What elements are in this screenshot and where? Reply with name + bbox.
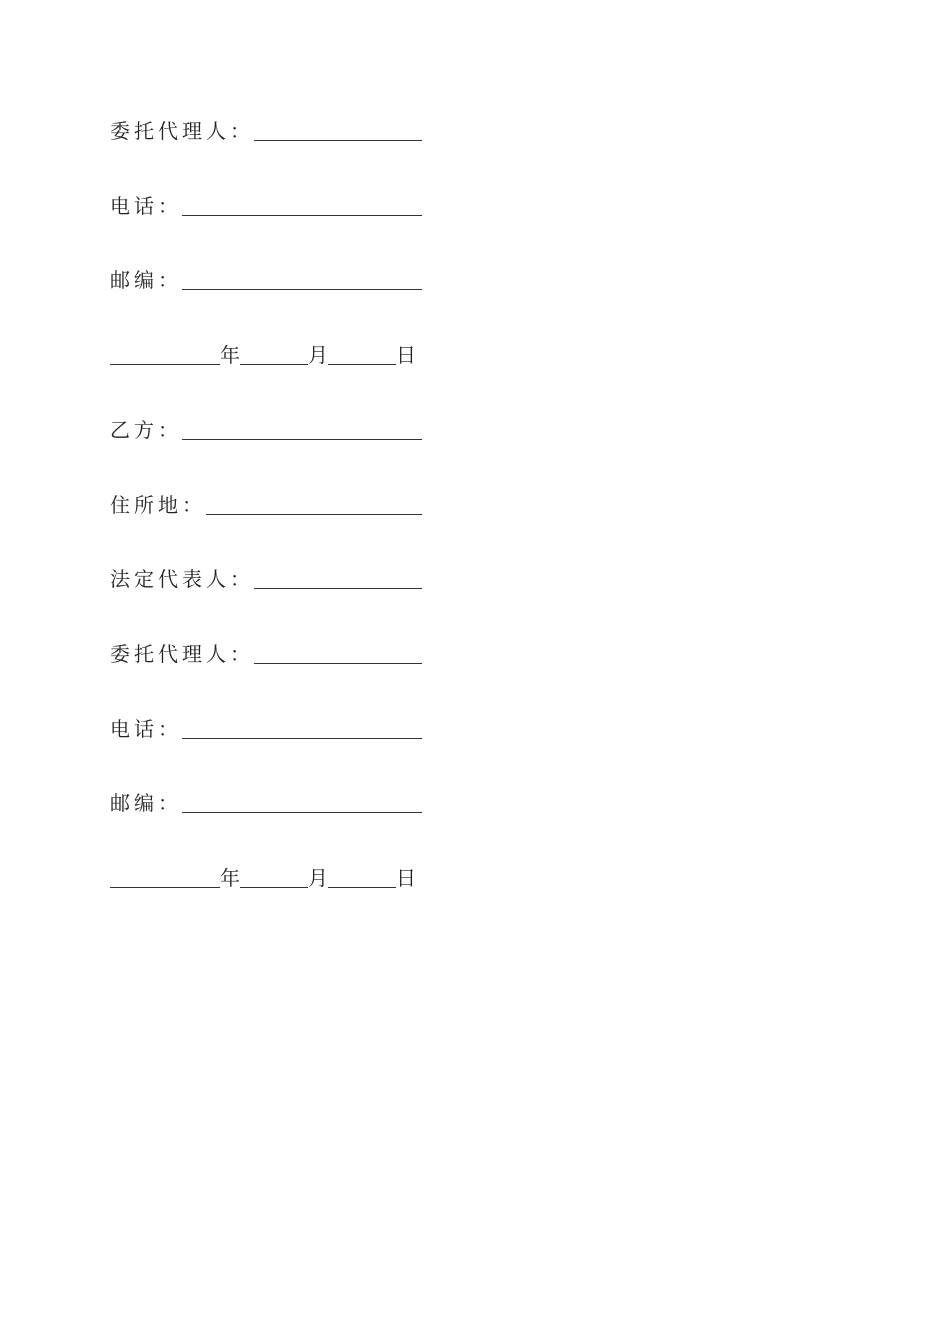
party-a-date-row bbox=[110, 341, 422, 369]
party-b-blank[interactable] bbox=[182, 417, 422, 440]
party-b-postcode-row bbox=[110, 789, 422, 817]
agent-label: 委托代理人： bbox=[110, 642, 254, 666]
year-blank[interactable] bbox=[110, 342, 220, 365]
month-blank[interactable] bbox=[240, 865, 308, 888]
day-label: 日 bbox=[396, 866, 416, 890]
party-a-agent-row bbox=[110, 117, 422, 145]
party-b-phone-row bbox=[110, 715, 422, 743]
month-label: 月 bbox=[308, 866, 328, 890]
month-label: 月 bbox=[308, 343, 328, 367]
year-label: 年 bbox=[220, 866, 240, 890]
address-label: 住所地： bbox=[110, 493, 206, 517]
phone-label: 电话： bbox=[110, 194, 182, 218]
postcode-blank[interactable] bbox=[182, 267, 422, 290]
party-a-postcode-row bbox=[110, 266, 422, 294]
year-blank[interactable] bbox=[110, 865, 220, 888]
party-b-legal-rep-row bbox=[110, 565, 422, 593]
party-b-address-row bbox=[110, 491, 422, 519]
legal-rep-blank[interactable] bbox=[254, 566, 422, 589]
party-b-row bbox=[110, 416, 422, 444]
postcode-label: 邮编： bbox=[110, 791, 182, 815]
postcode-blank[interactable] bbox=[182, 790, 422, 813]
day-blank[interactable] bbox=[328, 865, 396, 888]
month-blank[interactable] bbox=[240, 342, 308, 365]
party-a-phone-row bbox=[110, 192, 422, 220]
day-label: 日 bbox=[396, 343, 416, 367]
party-b-agent-row bbox=[110, 640, 422, 668]
agent-blank[interactable] bbox=[254, 641, 422, 664]
legal-rep-label: 法定代表人： bbox=[110, 567, 254, 591]
day-blank[interactable] bbox=[328, 342, 396, 365]
party-b-date-row bbox=[110, 864, 422, 892]
phone-blank[interactable] bbox=[182, 193, 422, 216]
year-label: 年 bbox=[220, 343, 240, 367]
phone-blank[interactable] bbox=[182, 716, 422, 739]
agent-blank[interactable] bbox=[254, 118, 422, 141]
agent-label: 委托代理人： bbox=[110, 119, 254, 143]
phone-label: 电话： bbox=[110, 717, 182, 741]
address-blank[interactable] bbox=[206, 492, 422, 515]
party-b-label: 乙方： bbox=[110, 418, 182, 442]
postcode-label: 邮编： bbox=[110, 268, 182, 292]
